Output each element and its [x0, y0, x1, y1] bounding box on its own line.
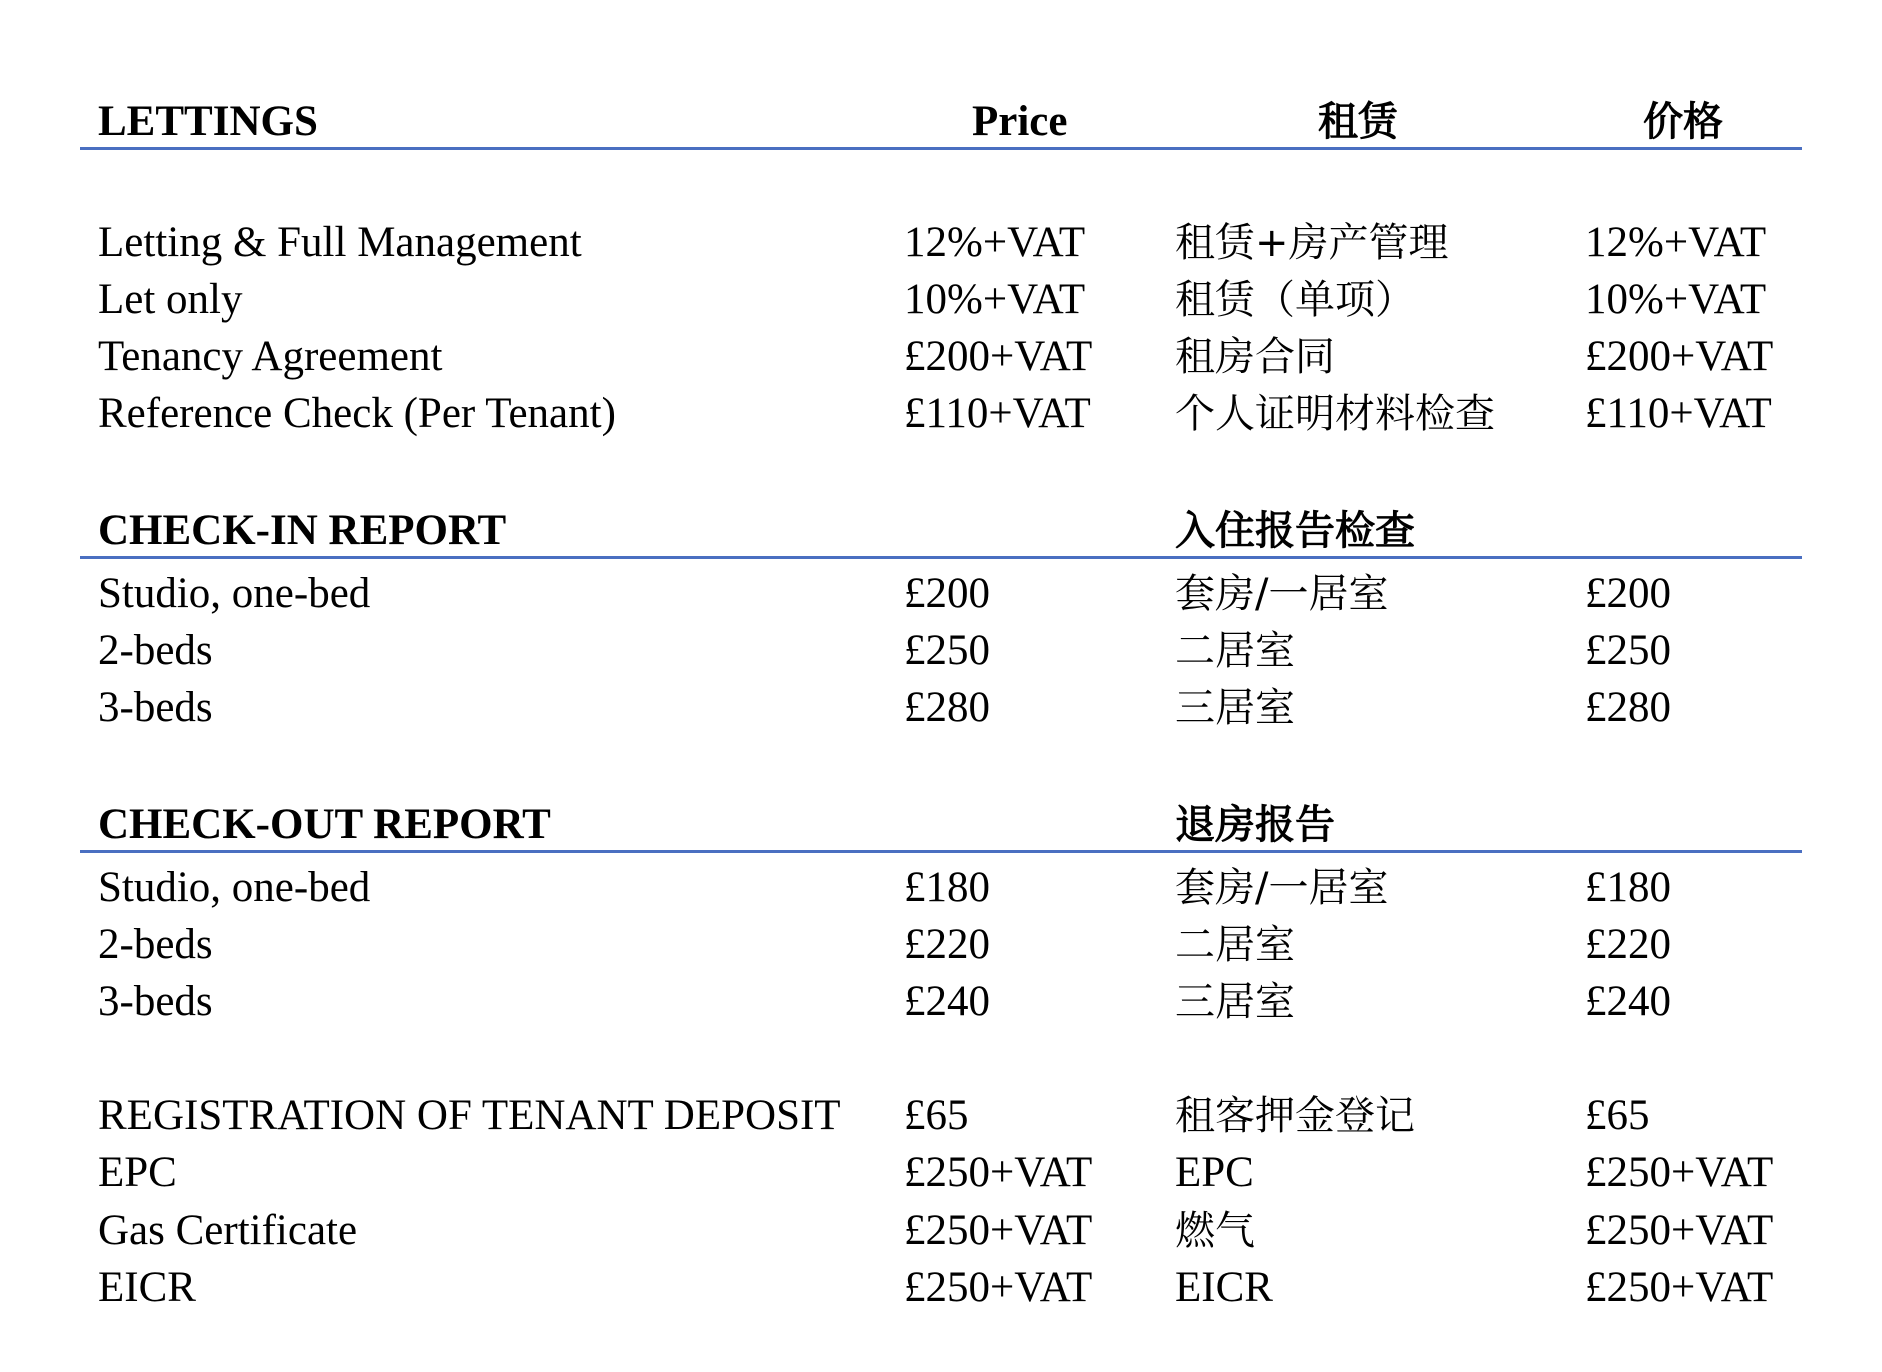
item-label-zh: 租客押金登记	[1175, 1093, 1415, 1139]
item-price: £110+VAT	[904, 390, 1091, 437]
lettings-header-row	[0, 92, 1882, 152]
item-price-zh: £200+VAT	[1585, 333, 1774, 380]
item-price-zh: £250+VAT	[1585, 1207, 1774, 1254]
item-label-zh: 套房/一居室	[1175, 865, 1389, 911]
checkin-heading-zh: 入住报告检查	[1175, 508, 1415, 554]
checkout-heading: CHECK-OUT REPORT	[98, 801, 551, 848]
table-row	[0, 972, 1882, 1032]
item-label: REGISTRATION OF TENANT DEPOSIT	[98, 1092, 841, 1139]
item-price: £250+VAT	[904, 1264, 1093, 1311]
item-label: Studio, one-bed	[98, 864, 371, 911]
item-label: EPC	[98, 1149, 177, 1196]
item-price: £250+VAT	[904, 1207, 1093, 1254]
item-price-zh: £110+VAT	[1585, 390, 1772, 437]
item-price-zh: £250+VAT	[1585, 1264, 1774, 1311]
item-label-zh: 三居室	[1175, 685, 1295, 731]
item-label: 3-beds	[98, 978, 213, 1025]
item-label-zh: 三居室	[1175, 979, 1295, 1025]
item-label: 2-beds	[98, 627, 213, 674]
item-label: Studio, one-bed	[98, 570, 371, 617]
item-price-zh: £280	[1585, 684, 1671, 731]
price-heading-zh: 价格	[1643, 99, 1723, 145]
item-price: £250	[904, 627, 990, 674]
table-row	[0, 1201, 1882, 1261]
checkin-divider	[80, 556, 1802, 559]
table-row	[0, 1086, 1882, 1146]
item-price: £180	[904, 864, 990, 911]
table-row	[0, 1258, 1882, 1318]
item-price-zh: £180	[1585, 864, 1671, 911]
table-row	[0, 1143, 1882, 1203]
item-price-zh: £65	[1585, 1092, 1650, 1139]
item-price-zh: 12%+VAT	[1585, 219, 1767, 266]
item-label-zh: 套房/一居室	[1175, 571, 1389, 617]
item-label-zh: 租赁+房产管理	[1175, 220, 1449, 266]
table-row	[0, 213, 1882, 273]
checkin-header-row	[0, 501, 1882, 561]
checkout-heading-zh: 退房报告	[1175, 802, 1335, 848]
item-label: Gas Certificate	[98, 1207, 358, 1254]
item-price-zh: 10%+VAT	[1585, 276, 1767, 323]
item-price: £240	[904, 978, 990, 1025]
item-label-zh: 个人证明材料检查	[1175, 391, 1495, 437]
item-price: £250+VAT	[904, 1149, 1093, 1196]
item-label: 2-beds	[98, 921, 213, 968]
checkin-heading: CHECK-IN REPORT	[98, 507, 507, 554]
lettings-heading-zh: 租赁	[1318, 99, 1398, 145]
item-label-zh: EICR	[1175, 1264, 1273, 1311]
item-label: EICR	[98, 1264, 196, 1311]
item-label: Tenancy Agreement	[98, 333, 443, 380]
table-row	[0, 384, 1882, 444]
table-row	[0, 327, 1882, 387]
item-price: £280	[904, 684, 990, 731]
item-label-zh: 二居室	[1175, 922, 1295, 968]
item-price: 10%+VAT	[904, 276, 1086, 323]
item-label-zh: 燃气	[1175, 1208, 1255, 1254]
header-divider	[80, 147, 1802, 150]
item-price-zh: £240	[1585, 978, 1671, 1025]
item-price: £200	[904, 570, 990, 617]
item-price: £200+VAT	[904, 333, 1093, 380]
item-price-zh: £200	[1585, 570, 1671, 617]
table-row	[0, 621, 1882, 681]
checkout-header-row	[0, 795, 1882, 855]
item-price: £220	[904, 921, 990, 968]
item-label: 3-beds	[98, 684, 213, 731]
item-price-zh: £220	[1585, 921, 1671, 968]
price-heading: Price	[972, 98, 1068, 145]
table-row	[0, 915, 1882, 975]
item-label-zh: 二居室	[1175, 628, 1295, 674]
item-price-zh: £250	[1585, 627, 1671, 674]
lettings-heading: LETTINGS	[98, 98, 318, 145]
item-price: £65	[904, 1092, 969, 1139]
item-price-zh: £250+VAT	[1585, 1149, 1774, 1196]
item-label: Reference Check (Per Tenant)	[98, 390, 616, 437]
item-label: Let only	[98, 276, 243, 323]
item-price: 12%+VAT	[904, 219, 1086, 266]
table-row	[0, 858, 1882, 918]
item-label-zh: 租房合同	[1175, 334, 1335, 380]
item-label-zh: EPC	[1175, 1149, 1254, 1196]
item-label-zh: 租赁（单项）	[1175, 277, 1415, 323]
checkout-divider	[80, 850, 1802, 853]
table-row	[0, 270, 1882, 330]
item-label: Letting & Full Management	[98, 219, 582, 266]
table-row	[0, 678, 1882, 738]
table-row	[0, 564, 1882, 624]
